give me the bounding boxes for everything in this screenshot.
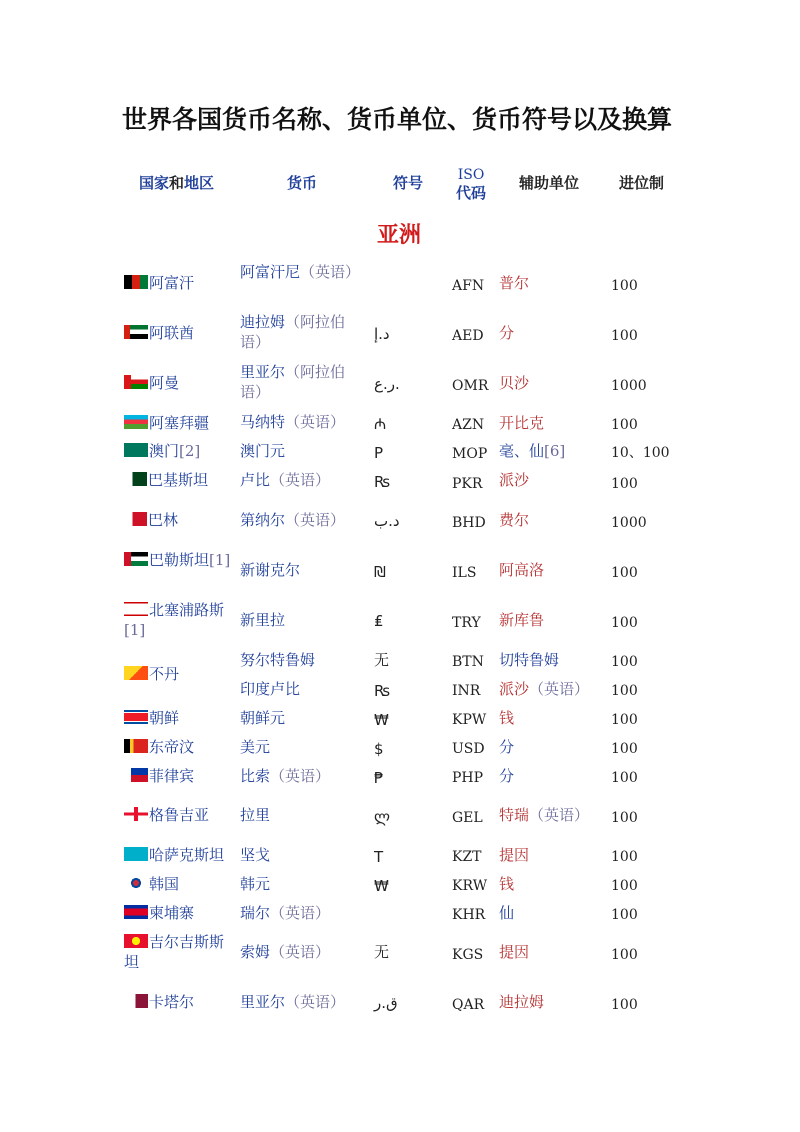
currency-cell: [240, 903, 362, 923]
base-cell: 100: [611, 278, 638, 294]
currency-cell: [240, 708, 362, 728]
subunit-cell: 钱: [499, 709, 515, 727]
currency-cell: [240, 650, 362, 670]
currency-cell: [240, 874, 362, 894]
subunit-note: （英语）: [529, 806, 590, 824]
header-country-and: 和: [169, 174, 185, 192]
symbol-cell: 无: [374, 651, 390, 669]
symbol-cell: ₩: [374, 877, 389, 895]
country-cell: [128, 470, 238, 490]
symbol-cell: P: [374, 444, 384, 462]
subunit-cell: 派沙: [499, 471, 530, 489]
subunit-cell: 新库鲁: [499, 611, 545, 629]
country-cell: [124, 441, 234, 461]
macau-flag-icon: [124, 443, 148, 457]
country-name: 哈萨克斯坦: [149, 846, 225, 864]
bahrain-flag-icon: [128, 512, 147, 526]
currency-note: （英语）: [270, 767, 331, 785]
currency-cell: [240, 737, 362, 757]
bhutan-flag-icon: [124, 666, 148, 680]
country-name: 吉尔吉斯斯坦: [124, 933, 225, 971]
subunit-name: 毫、仙: [499, 442, 545, 460]
symbol-cell: $: [374, 740, 384, 758]
country-cell: [130, 992, 240, 1012]
header-base: 进位制: [619, 174, 665, 192]
currency-note: （阿拉伯语）: [240, 363, 346, 401]
symbol-cell: ₤: [374, 612, 384, 630]
currency-cell: [240, 805, 362, 825]
country-cell: [124, 903, 234, 923]
base-cell: 100: [611, 476, 638, 492]
currency-cell: [240, 262, 362, 282]
currency-cell: [240, 560, 362, 580]
iso-cell: TRY: [452, 615, 481, 631]
subunit-name: 派沙: [499, 680, 530, 698]
symbol-cell: د.ب: [374, 512, 400, 530]
currency-cell: [240, 312, 362, 352]
currency-name: 朝鲜元: [240, 709, 286, 727]
iso-cell: PHP: [452, 770, 484, 786]
header-symbol: 符号: [393, 174, 424, 192]
subunit-cell: [499, 805, 589, 825]
iso-cell: INR: [452, 683, 481, 699]
iso-cell: PKR: [452, 476, 483, 492]
palestine-flag-icon: [124, 552, 148, 566]
base-cell: 1000: [611, 515, 647, 531]
country-name: 卡塔尔: [149, 993, 195, 1011]
country-cell: [124, 874, 234, 894]
currency-name: 阿富汗尼: [240, 263, 301, 281]
header-country: [139, 174, 214, 192]
iso-cell: KZT: [452, 849, 482, 865]
currency-cell: [240, 679, 362, 699]
currency-cell: [240, 412, 362, 432]
currency-cell: [240, 610, 362, 630]
page-title: 世界各国货币名称、货币单位、货币符号以及换算: [122, 105, 673, 134]
base-cell: 100: [611, 878, 638, 894]
country-cell: [124, 737, 234, 757]
country-cell: [124, 550, 234, 570]
country-cell: [124, 664, 234, 684]
country-note: [1]: [209, 551, 231, 569]
currency-note: （阿拉伯语）: [240, 313, 346, 351]
country-cell: [124, 600, 234, 640]
iso-cell: AED: [452, 328, 484, 344]
country-name: 朝鲜: [149, 709, 180, 727]
currency-note: （英语）: [270, 471, 331, 489]
currency-note: （英语）: [270, 904, 331, 922]
symbol-cell: ر.ع.: [374, 375, 400, 393]
base-cell: 100: [611, 417, 638, 433]
azerbaijan-flag-icon: [124, 415, 148, 429]
currency-cell: [240, 766, 362, 786]
base-cell: 100: [611, 712, 638, 728]
country-name: 阿曼: [149, 374, 180, 392]
symbol-cell: ق.ر: [374, 994, 398, 1012]
oman-flag-icon: [124, 375, 148, 389]
subunit-cell: 钱: [499, 875, 515, 893]
afghanistan-flag-icon: [124, 275, 148, 289]
iso-cell: KHR: [452, 907, 486, 923]
base-cell: 100: [611, 907, 638, 923]
currency-name: 里亚尔: [240, 363, 286, 381]
currency-cell: [240, 362, 362, 402]
country-cell: [124, 708, 234, 728]
uae-flag-icon: [124, 325, 148, 339]
section-title: 亚洲: [377, 223, 422, 248]
symbol-cell: ლ: [374, 808, 390, 826]
symbol-cell: ₨: [374, 682, 391, 700]
currency-name: 韩元: [240, 875, 271, 893]
pakistan-flag-icon: [128, 472, 147, 486]
subunit-note: [6]: [544, 442, 566, 460]
subunit-cell: 分: [499, 738, 515, 756]
country-name: 不丹: [149, 665, 180, 683]
currency-cell: [240, 845, 362, 865]
iso-cell: KPW: [452, 712, 487, 728]
currency-name: 印度卢比: [240, 680, 301, 698]
iso-cell: KRW: [452, 878, 488, 894]
currency-cell: [240, 510, 362, 530]
country-name: 东帝汶: [149, 738, 195, 756]
iso-cell: ILS: [452, 565, 477, 581]
country-note: [2]: [179, 442, 201, 460]
cambodia-flag-icon: [124, 905, 148, 919]
country-name: 澳门: [149, 442, 180, 460]
currency-note: （英语）: [285, 511, 346, 529]
iso-cell: KGS: [452, 947, 484, 963]
northern-cyprus-flag-icon: [124, 602, 148, 616]
symbol-cell: 无: [374, 943, 390, 961]
base-cell: 100: [611, 565, 638, 581]
currency-name: 第纳尔: [240, 511, 286, 529]
country-name: 柬埔寨: [149, 904, 195, 922]
country-cell: [124, 413, 234, 433]
header-currency: 货币: [287, 174, 318, 192]
iso-cell: MOP: [452, 446, 488, 462]
symbol-cell: د.إ: [374, 325, 390, 343]
georgia-flag-icon: [124, 807, 148, 821]
header-country-b: 地区: [184, 174, 215, 192]
base-cell: 100: [611, 328, 638, 344]
currency-name: 坚戈: [240, 846, 271, 864]
kazakhstan-flag-icon: [124, 847, 148, 861]
currency-name: 新里拉: [240, 611, 286, 629]
currency-name: 迪拉姆: [240, 313, 286, 331]
subunit-cell: 普尔: [499, 274, 530, 292]
country-note: [1]: [124, 621, 146, 639]
currency-name: 美元: [240, 738, 271, 756]
subunit-cell: 阿高洛: [499, 561, 545, 579]
base-cell: 100: [611, 770, 638, 786]
country-cell: [124, 323, 234, 343]
currency-name: 索姆: [240, 943, 271, 961]
country-name: 巴林: [148, 511, 179, 529]
currency-name: 努尔特鲁姆: [240, 651, 316, 669]
country-cell: [124, 845, 234, 865]
country-name: 巴勒斯坦: [149, 551, 210, 569]
base-cell: 100: [611, 810, 638, 826]
country-cell: [124, 932, 234, 972]
country-cell: [124, 373, 234, 393]
subunit-cell: [499, 679, 589, 699]
base-cell: 10、100: [611, 445, 670, 461]
currency-name: 新谢克尔: [240, 561, 301, 579]
country-cell: [124, 273, 234, 293]
currency-name: 比索: [240, 767, 271, 785]
base-cell: 100: [611, 615, 638, 631]
country-cell: [124, 766, 234, 786]
iso-cell: AFN: [452, 278, 485, 294]
kyrgyzstan-flag-icon: [124, 934, 148, 948]
base-cell: 100: [611, 947, 638, 963]
subunit-name: 特瑞: [499, 806, 530, 824]
header-country-a: 国家: [139, 174, 170, 192]
subunit-cell: 贝沙: [499, 374, 530, 392]
east-timor-flag-icon: [124, 739, 148, 753]
header-iso: [456, 166, 486, 202]
philippines-flag-icon: [124, 768, 148, 782]
country-name: 巴基斯坦: [148, 471, 209, 489]
subunit-cell: 分: [499, 767, 515, 785]
subunit-cell: 提因: [499, 846, 530, 864]
currency-note: （英语）: [285, 413, 346, 431]
iso-cell: OMR: [452, 378, 489, 394]
symbol-cell: ₱: [374, 769, 384, 787]
symbol-cell: Т: [374, 848, 384, 866]
subunit-cell: [499, 441, 565, 461]
subunit-cell: 仙: [499, 904, 515, 922]
subunit-note: （英语）: [529, 680, 590, 698]
header-subunit: 辅助单位: [519, 174, 580, 192]
subunit-cell: 提因: [499, 943, 530, 961]
currency-name: 瑞尔: [240, 904, 271, 922]
south-korea-flag-icon: [124, 876, 148, 890]
currency-note: （英语）: [285, 993, 346, 1011]
currency-name: 卢比: [240, 471, 271, 489]
symbol-cell: ₪: [374, 563, 386, 581]
subunit-cell: 迪拉姆: [499, 993, 545, 1011]
symbol-cell: ₨: [374, 473, 391, 491]
iso-cell: AZN: [452, 417, 485, 433]
iso-cell: BHD: [452, 515, 486, 531]
base-cell: 100: [611, 683, 638, 699]
subunit-cell: 切特鲁姆: [499, 651, 560, 669]
country-name: 阿富汗: [149, 274, 195, 292]
currency-cell: [240, 942, 362, 962]
currency-note: （英语）: [270, 943, 331, 961]
country-name: 北塞浦路斯: [149, 601, 225, 619]
north-korea-flag-icon: [124, 710, 148, 724]
country-cell: [128, 510, 238, 530]
country-name: 阿联酋: [149, 324, 195, 342]
currency-cell: [240, 470, 362, 490]
iso-cell: QAR: [452, 997, 485, 1013]
currency-name: 拉里: [240, 806, 271, 824]
iso-cell: GEL: [452, 810, 483, 826]
qatar-flag-icon: [130, 994, 148, 1008]
country-name: 阿塞拜疆: [149, 414, 210, 432]
iso-cell: USD: [452, 741, 485, 757]
header-iso-line1: ISO: [457, 167, 485, 183]
iso-cell: BTN: [452, 654, 484, 670]
subunit-cell: 费尔: [499, 511, 530, 529]
header-iso-line2: 代码: [456, 184, 487, 202]
country-name: 格鲁吉亚: [149, 806, 210, 824]
symbol-cell: ₼: [374, 415, 387, 433]
country-name: 韩国: [149, 875, 180, 893]
base-cell: 100: [611, 849, 638, 865]
base-cell: 100: [611, 741, 638, 757]
currency-name: 澳门元: [240, 442, 286, 460]
base-cell: 100: [611, 654, 638, 670]
symbol-cell: ₩: [374, 711, 389, 729]
currency-note: （英语）: [300, 263, 361, 281]
currency-name: 马纳特: [240, 413, 286, 431]
currency-name: 里亚尔: [240, 993, 286, 1011]
base-cell: 1000: [611, 378, 647, 394]
currency-cell: [240, 441, 362, 461]
country-name: 菲律宾: [149, 767, 195, 785]
subunit-cell: 开比克: [499, 414, 545, 432]
base-cell: 100: [611, 997, 638, 1013]
currency-cell: [240, 992, 362, 1012]
subunit-cell: 分: [499, 324, 515, 342]
country-cell: [124, 805, 234, 825]
